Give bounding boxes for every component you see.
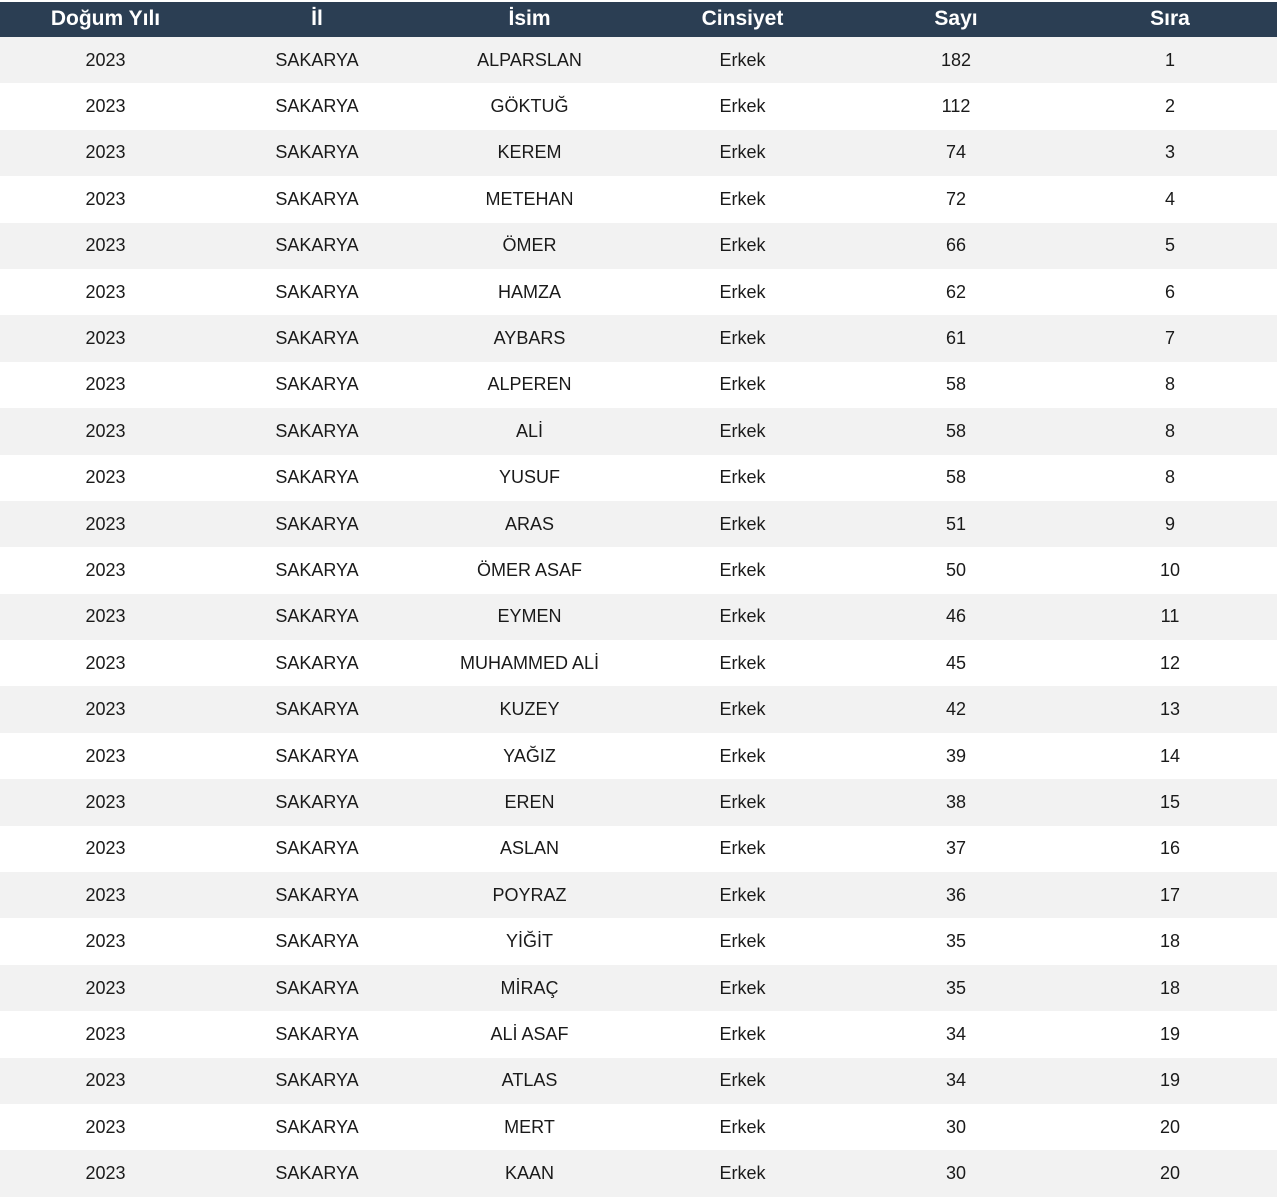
birth-year-cell: 2023: [85, 1023, 126, 1044]
header-gender[interactable]: Cinsiyet: [701, 7, 784, 30]
count-cell: 66: [945, 235, 967, 256]
rank-cell: 12: [1159, 652, 1181, 673]
rank-cell: 9: [1164, 513, 1175, 534]
rank-cell: 4: [1164, 188, 1175, 209]
gender-cell: Erkek: [719, 188, 766, 209]
rank-cell: 6: [1164, 281, 1175, 302]
gender-cell: Erkek: [719, 1023, 766, 1044]
name-cell: KAAN: [504, 1163, 555, 1184]
name-cell: EYMEN: [497, 606, 562, 627]
name-cell: ASLAN: [499, 838, 560, 859]
province-cell: SAKARYA: [275, 374, 359, 395]
count-cell: 30: [945, 1116, 967, 1137]
table-row[interactable]: [0, 686, 1277, 732]
province-cell: SAKARYA: [275, 49, 359, 70]
table-row[interactable]: [0, 501, 1277, 547]
header-name[interactable]: İsim: [508, 7, 551, 30]
count-cell: 42: [945, 699, 967, 720]
names-table: [0, 2, 1277, 1197]
birth-year-cell: 2023: [85, 328, 126, 349]
gender-cell: Erkek: [719, 745, 766, 766]
province-cell: SAKARYA: [275, 559, 359, 580]
gender-cell: Erkek: [719, 467, 766, 488]
count-cell: 58: [945, 420, 967, 441]
count-cell: 45: [945, 652, 967, 673]
rank-cell: 16: [1159, 838, 1181, 859]
birth-year-cell: 2023: [85, 838, 126, 859]
gender-cell: Erkek: [719, 420, 766, 441]
count-cell: 37: [945, 838, 967, 859]
count-cell: 58: [945, 467, 967, 488]
table-row[interactable]: [0, 594, 1277, 640]
name-cell: ALİ ASAF: [490, 1023, 569, 1044]
birth-year-cell: 2023: [85, 931, 126, 952]
name-cell: AYBARS: [493, 328, 566, 349]
province-cell: SAKARYA: [275, 1070, 359, 1091]
name-cell: KEREM: [497, 142, 562, 163]
count-cell: 72: [945, 188, 967, 209]
province-cell: SAKARYA: [275, 838, 359, 859]
gender-cell: Erkek: [719, 606, 766, 627]
province-cell: SAKARYA: [275, 328, 359, 349]
table-row[interactable]: [0, 362, 1277, 408]
rank-cell: 5: [1164, 235, 1175, 256]
table-row[interactable]: [0, 1150, 1277, 1196]
count-cell: 112: [941, 96, 971, 117]
birth-year-cell: 2023: [85, 49, 126, 70]
birth-year-cell: 2023: [85, 1116, 126, 1137]
birth-year-cell: 2023: [85, 745, 126, 766]
rank-cell: 7: [1164, 328, 1175, 349]
gender-cell: Erkek: [719, 559, 766, 580]
province-cell: SAKARYA: [275, 96, 359, 117]
table-row[interactable]: [0, 130, 1277, 176]
rank-cell: 8: [1164, 420, 1175, 441]
table-row[interactable]: [0, 547, 1277, 593]
table-row[interactable]: [0, 37, 1277, 83]
rank-cell: 18: [1159, 931, 1181, 952]
gender-cell: Erkek: [719, 884, 766, 905]
table-body: [0, 37, 1277, 1197]
name-cell: KUZEY: [499, 699, 560, 720]
province-cell: SAKARYA: [275, 699, 359, 720]
count-cell: 61: [945, 328, 967, 349]
birth-year-cell: 2023: [85, 96, 126, 117]
table-row[interactable]: [0, 315, 1277, 361]
name-cell: MUHAMMED ALİ: [459, 652, 600, 673]
gender-cell: Erkek: [719, 142, 766, 163]
gender-cell: Erkek: [719, 791, 766, 812]
rank-cell: 13: [1159, 699, 1181, 720]
name-cell: ÖMER ASAF: [476, 559, 583, 580]
province-cell: SAKARYA: [275, 467, 359, 488]
name-cell: MİRAÇ: [500, 977, 559, 998]
count-cell: 74: [945, 142, 967, 163]
table-row[interactable]: [0, 455, 1277, 501]
gender-cell: Erkek: [719, 1070, 766, 1091]
gender-cell: Erkek: [719, 1163, 766, 1184]
birth-year-cell: 2023: [85, 652, 126, 673]
count-cell: 50: [945, 559, 967, 580]
rank-cell: 20: [1159, 1163, 1181, 1184]
rank-cell: 19: [1159, 1023, 1181, 1044]
table-row[interactable]: [0, 1011, 1277, 1057]
birth-year-cell: 2023: [85, 1163, 126, 1184]
count-cell: 51: [945, 513, 967, 534]
gender-cell: Erkek: [719, 931, 766, 952]
gender-cell: Erkek: [719, 96, 766, 117]
header-province[interactable]: İl: [311, 7, 323, 30]
table-header: [0, 2, 1277, 37]
province-cell: SAKARYA: [275, 513, 359, 534]
table-row[interactable]: [0, 176, 1277, 222]
count-cell: 38: [945, 791, 967, 812]
gender-cell: Erkek: [719, 513, 766, 534]
gender-cell: Erkek: [719, 235, 766, 256]
table-row[interactable]: [0, 918, 1277, 964]
gender-cell: Erkek: [719, 1116, 766, 1137]
gender-cell: Erkek: [719, 977, 766, 998]
province-cell: SAKARYA: [275, 745, 359, 766]
count-cell: 30: [945, 1163, 967, 1184]
birth-year-cell: 2023: [85, 884, 126, 905]
rank-cell: 15: [1159, 791, 1181, 812]
count-cell: 34: [945, 1070, 967, 1091]
count-cell: 62: [945, 281, 967, 302]
birth-year-cell: 2023: [85, 606, 126, 627]
table-row[interactable]: [0, 640, 1277, 686]
province-cell: SAKARYA: [275, 1023, 359, 1044]
province-cell: SAKARYA: [275, 652, 359, 673]
gender-cell: Erkek: [719, 838, 766, 859]
rank-cell: 10: [1159, 559, 1181, 580]
birth-year-cell: 2023: [85, 374, 126, 395]
birth-year-cell: 2023: [85, 791, 126, 812]
rank-cell: 3: [1164, 142, 1175, 163]
count-cell: 46: [945, 606, 967, 627]
province-cell: SAKARYA: [275, 281, 359, 302]
table-row[interactable]: [0, 779, 1277, 825]
count-cell: 182: [940, 49, 972, 70]
birth-year-cell: 2023: [85, 513, 126, 534]
birth-year-cell: 2023: [85, 977, 126, 998]
birth-year-cell: 2023: [85, 235, 126, 256]
table-row[interactable]: [0, 83, 1277, 129]
birth-year-cell: 2023: [85, 467, 126, 488]
province-cell: SAKARYA: [275, 884, 359, 905]
province-cell: SAKARYA: [275, 142, 359, 163]
rank-cell: 19: [1159, 1070, 1181, 1091]
gender-cell: Erkek: [719, 374, 766, 395]
rank-cell: 8: [1164, 467, 1175, 488]
header-rank[interactable]: Sıra: [1150, 7, 1190, 30]
gender-cell: Erkek: [719, 652, 766, 673]
header-count[interactable]: Sayı: [934, 7, 978, 30]
gender-cell: Erkek: [719, 699, 766, 720]
name-cell: ARAS: [504, 513, 555, 534]
birth-year-cell: 2023: [85, 1070, 126, 1091]
count-cell: 35: [945, 931, 967, 952]
header-birth-year[interactable]: Doğum Yılı: [50, 7, 161, 30]
count-cell: 58: [945, 374, 967, 395]
province-cell: SAKARYA: [275, 606, 359, 627]
rank-cell: 11: [1160, 606, 1180, 627]
name-cell: YİĞİT: [505, 931, 553, 952]
count-cell: 35: [945, 977, 967, 998]
province-cell: SAKARYA: [275, 188, 359, 209]
province-cell: SAKARYA: [275, 791, 359, 812]
table-row[interactable]: [0, 408, 1277, 454]
name-cell: ATLAS: [501, 1070, 558, 1091]
birth-year-cell: 2023: [85, 281, 126, 302]
name-cell: ALİ: [515, 420, 544, 441]
table-row[interactable]: [0, 872, 1277, 918]
province-cell: SAKARYA: [275, 1163, 359, 1184]
table-row[interactable]: [0, 269, 1277, 315]
birth-year-cell: 2023: [85, 699, 126, 720]
rank-cell: 17: [1159, 884, 1181, 905]
name-cell: GÖKTUĞ: [490, 96, 569, 117]
rank-cell: 14: [1159, 745, 1181, 766]
birth-year-cell: 2023: [85, 559, 126, 580]
rank-cell: 2: [1164, 96, 1175, 117]
count-cell: 39: [945, 745, 967, 766]
birth-year-cell: 2023: [85, 188, 126, 209]
table-row[interactable]: [0, 223, 1277, 269]
name-cell: ÖMER: [502, 235, 557, 256]
count-cell: 36: [945, 884, 967, 905]
province-cell: SAKARYA: [275, 1116, 359, 1137]
province-cell: SAKARYA: [275, 977, 359, 998]
name-cell: ALPARSLAN: [477, 49, 582, 70]
province-cell: SAKARYA: [275, 235, 359, 256]
name-cell: EREN: [504, 791, 555, 812]
count-cell: 34: [945, 1023, 967, 1044]
name-cell: YAĞIZ: [503, 745, 556, 766]
table-row[interactable]: [0, 1104, 1277, 1150]
rank-cell: 1: [1164, 49, 1175, 70]
table-row[interactable]: [0, 965, 1277, 1011]
name-cell: HAMZA: [498, 281, 561, 302]
province-cell: SAKARYA: [275, 420, 359, 441]
name-cell: MERT: [504, 1116, 555, 1137]
rank-cell: 20: [1159, 1116, 1181, 1137]
name-cell: YUSUF: [498, 467, 560, 488]
gender-cell: Erkek: [719, 281, 766, 302]
name-cell: ALPEREN: [487, 374, 572, 395]
rank-cell: 18: [1159, 977, 1181, 998]
province-cell: SAKARYA: [275, 931, 359, 952]
name-cell: METEHAN: [485, 188, 574, 209]
table-row[interactable]: [0, 733, 1277, 779]
rank-cell: 8: [1164, 374, 1175, 395]
table-row[interactable]: [0, 1058, 1277, 1104]
gender-cell: Erkek: [719, 328, 766, 349]
gender-cell: Erkek: [719, 49, 766, 70]
name-cell: POYRAZ: [492, 884, 567, 905]
table-row[interactable]: [0, 826, 1277, 872]
birth-year-cell: 2023: [85, 420, 126, 441]
birth-year-cell: 2023: [85, 142, 126, 163]
